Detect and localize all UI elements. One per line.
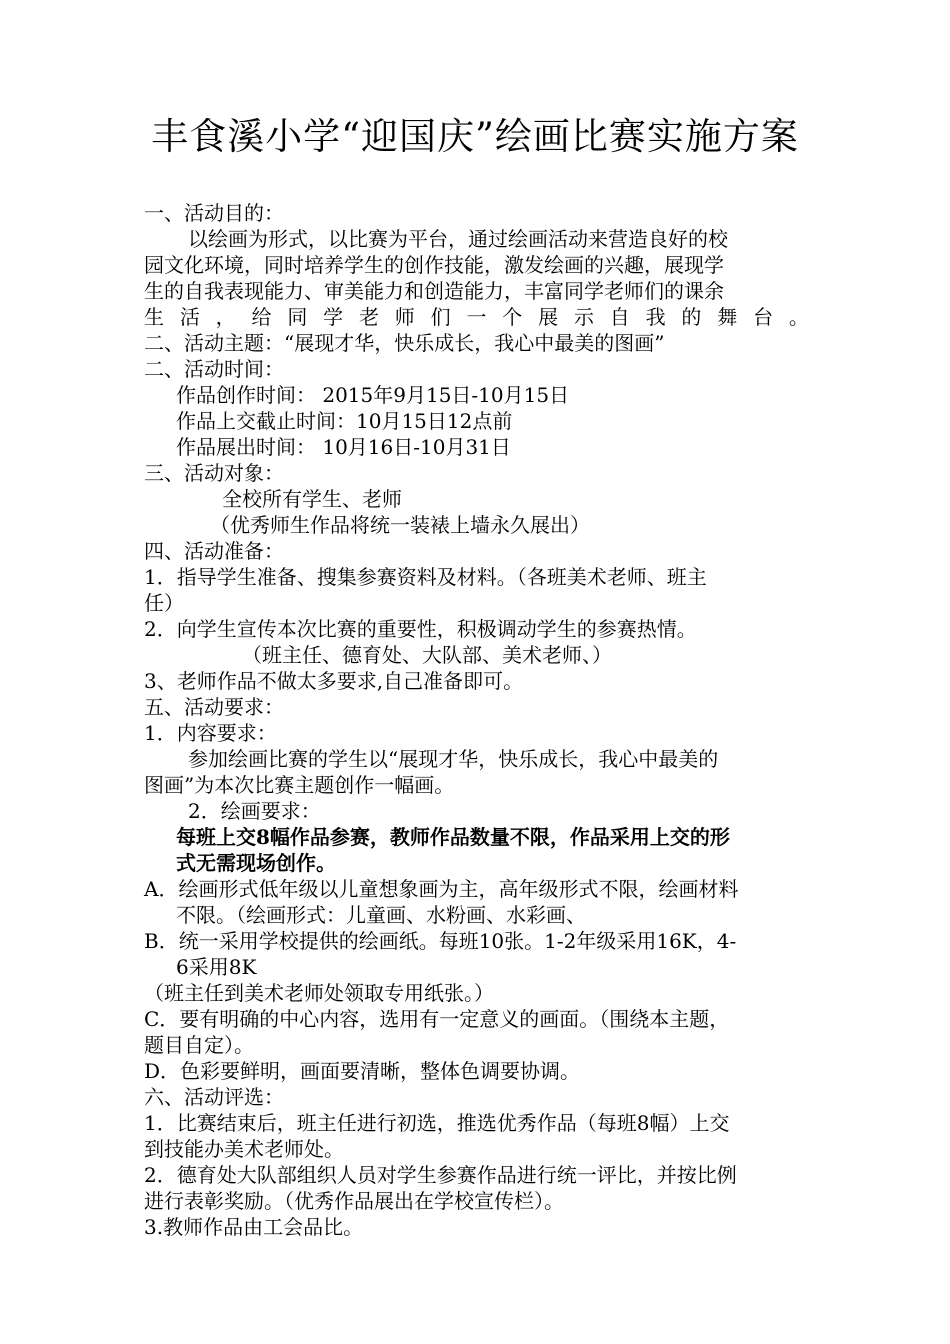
justified-char: 台 xyxy=(753,305,774,329)
list-item-line: 6采用8K xyxy=(176,955,257,979)
document-title: 丰食溪小学“迎国庆”绘画比赛实施方案 xyxy=(151,115,799,158)
list-item-line: 2．德育处大队部组织人员对学生参赛作品进行统一评比，并按比例 xyxy=(144,1163,737,1187)
justified-char: 老 xyxy=(358,305,379,329)
paragraph-line-justified xyxy=(144,304,809,330)
justified-char: 我 xyxy=(645,305,666,329)
justified-char: 自 xyxy=(609,305,630,329)
list-item-line: D．色彩要鲜明，画面要清晰，整体色调要协调。 xyxy=(144,1059,581,1083)
section-preparation-heading: 四、活动准备： xyxy=(144,539,284,563)
justified-char: 学 xyxy=(323,305,344,329)
list-item-line: A．绘画形式低年级以儿童想象画为主，高年级形式不限，绘画材料 xyxy=(144,877,739,901)
list-item-line: 1．比赛结束后，班主任进行初选，推选优秀作品（每班8幅）上交 xyxy=(144,1111,730,1135)
justified-char: 一 xyxy=(466,305,487,329)
section-requirements-heading: 五、活动要求： xyxy=(144,695,284,719)
list-item-line: 任） xyxy=(144,591,184,615)
paragraph-line: 参加绘画比赛的学生以“展现才华，快乐成长，我心中最美的 xyxy=(188,747,719,771)
justified-char: 给 xyxy=(251,305,272,329)
section-participants-heading: 三、活动对象： xyxy=(144,461,284,485)
paragraph-line: 以绘画为形式，以比赛为平台，通过绘画活动来营造良好的校 xyxy=(188,227,728,251)
justified-char: 舞 xyxy=(717,305,738,329)
justified-char: 展 xyxy=(538,305,559,329)
section-theme-heading: 二、活动主题：“展现才华，快乐成长，我心中最美的图画” xyxy=(144,331,665,355)
list-item-line: 不限。（绘画形式：儿童画、水粉画、水彩画、 xyxy=(176,903,586,927)
justified-char: 示 xyxy=(573,305,594,329)
bold-requirement-line: 每班上交8幅作品参赛，教师作品数量不限，作品采用上交的形 xyxy=(176,825,730,849)
justified-char: 们 xyxy=(430,305,451,329)
justified-char: 。 xyxy=(788,305,809,329)
list-item-line: 进行表彰奖励。（优秀作品展出在学校宣传栏）。 xyxy=(144,1189,564,1213)
justified-char: 同 xyxy=(287,305,308,329)
justified-char: 生 xyxy=(144,305,164,329)
section-purpose-heading: 一、活动目的： xyxy=(144,201,284,225)
list-item-line: 到技能办美术老师处。 xyxy=(144,1137,344,1161)
justified-char: 的 xyxy=(681,305,702,329)
justified-char: 活 xyxy=(179,305,200,329)
justified-char: ， xyxy=(215,305,236,329)
paragraph-line: 图画”为本次比赛主题创作一幅画。 xyxy=(144,773,455,797)
content-requirement-heading: 1．内容要求： xyxy=(144,721,277,745)
justified-char: 师 xyxy=(394,305,415,329)
participants-line: 全校所有学生、老师 xyxy=(222,487,402,511)
paragraph-line: 生的自我表现能力、审美能力和创造能力，丰富同学老师们的课余 xyxy=(144,279,724,303)
section-evaluation-heading: 六、活动评选： xyxy=(144,1085,284,1109)
submission-deadline-line: 作品上交截止时间：10月15日12点前 xyxy=(176,409,513,433)
list-item-line: 3、老师作品不做太多要求,自己准备即可。 xyxy=(144,669,524,693)
list-item-note: （班主任、德育处、大队部、美术老师、） xyxy=(242,643,612,667)
list-item-line: 3.教师作品由工会品比。 xyxy=(144,1215,364,1239)
participants-note: （优秀师生作品将统一装裱上墙永久展出） xyxy=(210,513,590,537)
justified-char: 个 xyxy=(502,305,523,329)
paragraph-line: 园文化环境，同时培养学生的创作技能，激发绘画的兴趣，展现学 xyxy=(144,253,724,277)
list-item-line: 1．指导学生准备、搜集参赛资料及材料。（各班美术老师、班主 xyxy=(144,565,707,589)
creation-time-line: 作品创作时间： 2015年9月15日-10月15日 xyxy=(176,383,570,407)
section-time-heading: 二、活动时间： xyxy=(144,357,284,381)
list-item-line: C．要有明确的中心内容，选用有一定意义的画面。（围绕本主题， xyxy=(144,1007,730,1031)
bold-requirement-line: 式无需现场创作。 xyxy=(176,851,336,875)
list-item-note: （班主任到美术老师处领取专用纸张。） xyxy=(144,981,494,1005)
exhibition-time-line: 作品展出时间： 10月16日-10月31日 xyxy=(176,435,511,459)
drawing-requirement-heading: 2．绘画要求： xyxy=(188,799,321,823)
list-item-line: 题目自定）。 xyxy=(144,1033,254,1057)
list-item-line: 2．向学生宣传本次比赛的重要性，积极调动学生的参赛热情。 xyxy=(144,617,697,641)
list-item-line: B．统一采用学校提供的绘画纸。每班10张。1-2年级采用16K，4- xyxy=(144,929,737,953)
